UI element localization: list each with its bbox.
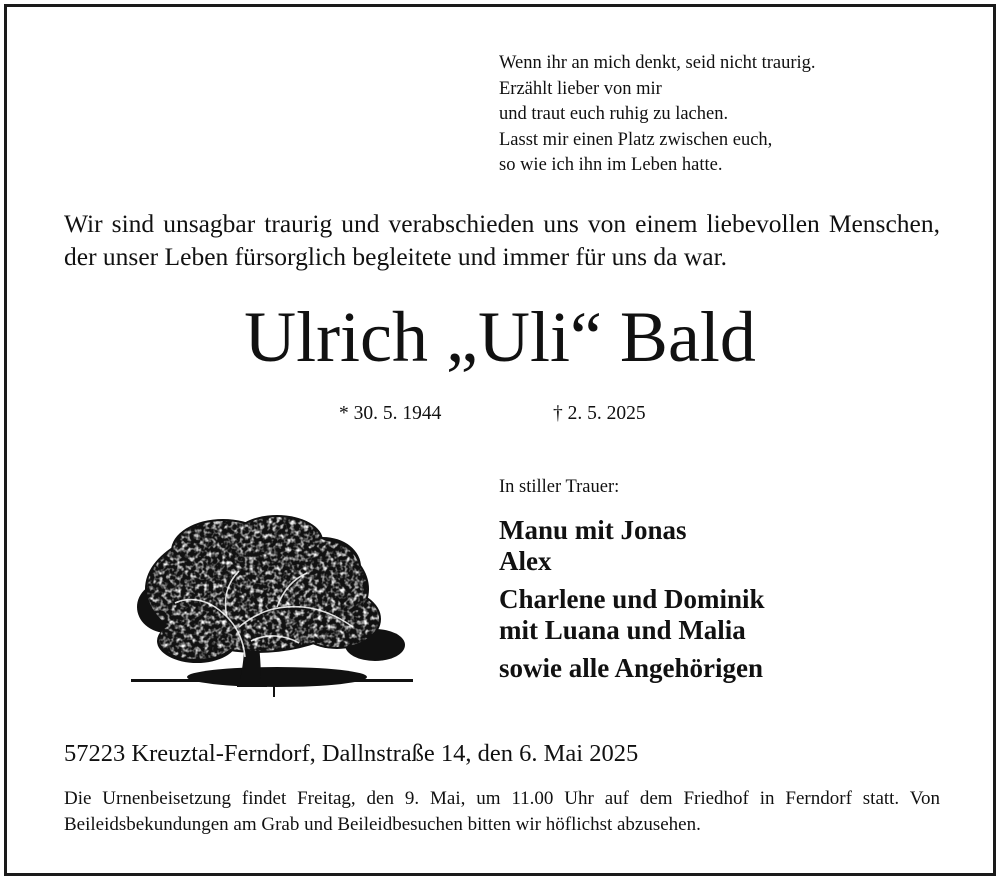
birth-date: * 30. 5. 1944 xyxy=(339,403,442,424)
poem-line: Wenn ihr an mich denkt, seid nicht traurig. xyxy=(499,53,816,73)
death-date: † 2. 5. 2025 xyxy=(553,403,646,424)
mourner-name: Alex xyxy=(499,546,552,576)
poem xyxy=(499,51,816,179)
poem-line: Erzählt lieber von mir xyxy=(499,78,662,99)
mourner-name: mit Luana und Malia xyxy=(499,615,746,645)
obituary-notice xyxy=(4,4,996,876)
burial-notice: Die Urnenbeisetzung findet Freitag, den 9. Mai, um 11.00 Uhr auf dem Friedhof in Ferndorf statt. Von Beileidsbekundungen am Grab und Beileidbesuchen bitten wir höflichst abzusehen. xyxy=(64,788,940,835)
tree-icon xyxy=(127,507,417,707)
poem-line: so wie ich ihn im Leben hatte. xyxy=(499,155,723,175)
intro-text: Wir sind unsagbar traurig und verabschieden uns von einem liebevollen Menschen, der unser Leben fürsorglich begleitete und immer für uns da war. xyxy=(64,209,940,271)
deceased-name: Ulrich „Uli“ Bald xyxy=(244,297,756,377)
mourner-name: Charlene und Dominik xyxy=(499,584,765,614)
mourner-list xyxy=(499,515,765,684)
mourner-name: Manu mit Jonas xyxy=(499,515,687,545)
poem-line: und traut euch ruhig zu lachen. xyxy=(499,104,729,124)
mourning-label: In stiller Trauer: xyxy=(499,477,620,497)
place-and-date: 57223 Kreuztal-Ferndorf, Dallnstraße 14, den 6. Mai 2025 xyxy=(64,740,639,767)
poem-line: Lasst mir einen Platz zwischen euch, xyxy=(499,129,773,150)
mourner-name: sowie alle Angehörigen xyxy=(499,653,763,683)
